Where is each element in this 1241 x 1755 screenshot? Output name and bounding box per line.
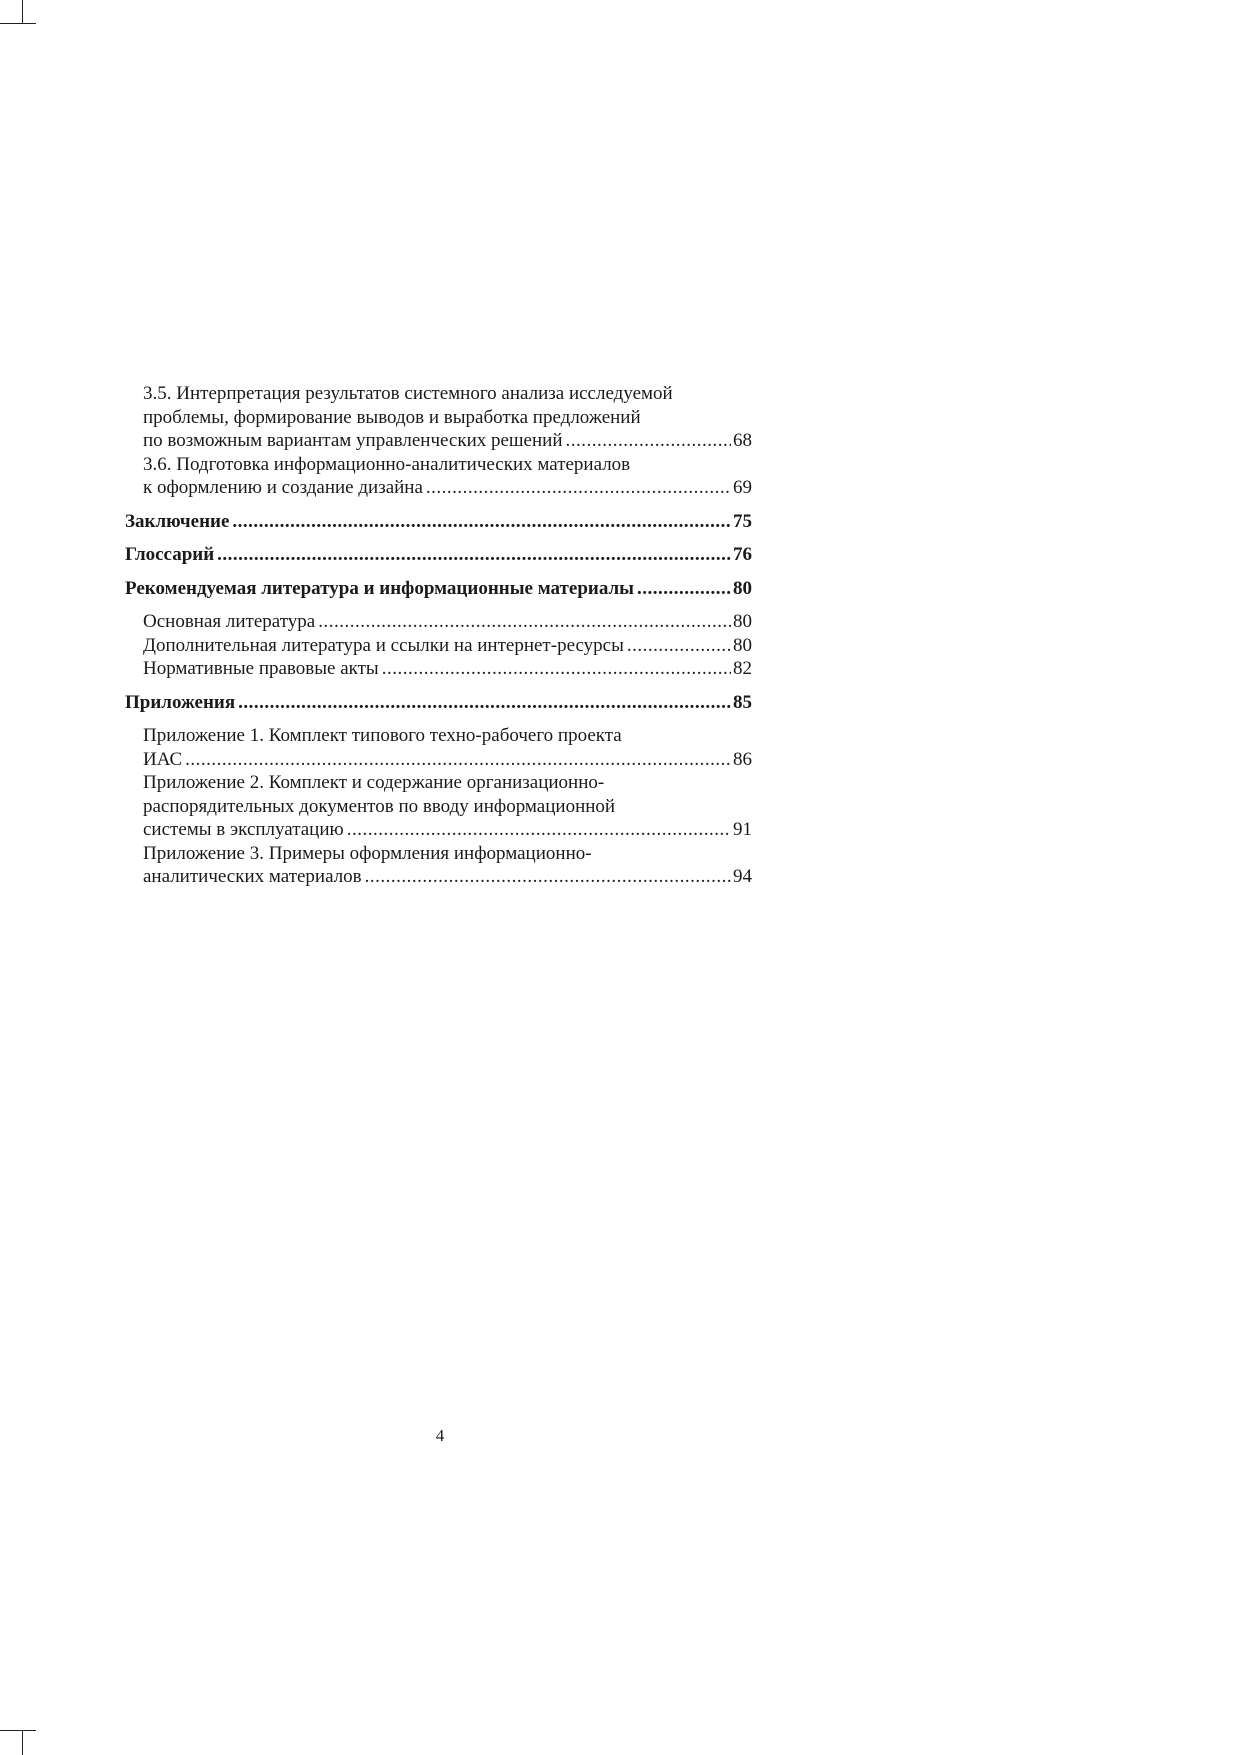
toc-page-number: 82 — [733, 658, 752, 679]
toc-entry-glossary: Глоссарий ..... 76 — [125, 543, 752, 567]
toc-page-number: 80 — [733, 611, 752, 632]
toc-page-number: 91 — [733, 819, 752, 840]
toc-entry-conclusion: Заключение ..... 75 — [125, 510, 752, 534]
dot-leader — [382, 657, 731, 681]
toc-page-number: 68 — [733, 430, 752, 451]
toc-entry-additional-literature: Дополнительная литература и ссылки на интернет-ресурсы ..... 80 — [125, 634, 752, 658]
toc-entry-main-literature: Основная литература ..... 80 — [125, 610, 752, 634]
toc-page-number: 94 — [733, 866, 752, 887]
toc-entry-appendix-2-line-3: системы в эксплуатацию ..... 91 — [125, 818, 752, 842]
dot-leader — [426, 476, 731, 500]
dot-leader — [365, 865, 731, 889]
dot-leader — [217, 543, 731, 567]
crop-mark — [0, 23, 36, 24]
dot-leader — [238, 691, 731, 715]
toc-entry-3-5-line-1: 3.5. Интерпретация результатов системного анализа исследуемой — [143, 383, 673, 404]
toc-page-number: 69 — [733, 477, 752, 498]
toc-entry-3-6-line-2: к оформлению и создание дизайна ..... 69 — [125, 476, 752, 500]
toc-entry-appendix-2-line-2: распорядительных документов по вводу информационной — [143, 795, 616, 817]
toc-entry-appendix-3-line-2: аналитических материалов ..... 94 — [125, 865, 752, 889]
toc-entry-3-5-line-2: проблемы, формирование выводов и выработка предложений — [143, 406, 641, 428]
toc-entry-appendix-3-line-1: Приложение 3. Примеры оформления информационно- — [143, 842, 592, 864]
toc-entry-legal-acts: Нормативные правовые акты ..... 82 — [125, 657, 752, 681]
toc-entry-appendices: Приложения ..... 85 — [125, 691, 752, 715]
toc-entry-appendix-2-line-1: Приложение 2. Комплект и содержание организационно- — [143, 772, 605, 793]
toc-entry-3-5-line-3: по возможным вариантам управленческих решений ..... 68 — [125, 429, 752, 453]
toc-entry-literature: Рекомендуемая литература и информационные материалы ..... 80 — [125, 577, 752, 601]
dot-leader — [185, 748, 731, 772]
dot-leader — [347, 818, 731, 842]
dot-leader — [232, 510, 731, 534]
toc-page-number: 80 — [733, 634, 752, 656]
dot-leader — [566, 429, 732, 453]
toc-entry-3-6-line-1: 3.6. Подготовка информационно-аналитических материалов — [143, 453, 631, 475]
toc-page-number: 76 — [733, 544, 752, 565]
dot-leader — [637, 577, 731, 601]
crop-mark — [0, 1730, 36, 1731]
toc-page-number: 85 — [733, 691, 752, 713]
page-number: 4 — [435, 1426, 445, 1445]
crop-mark — [22, 1730, 23, 1755]
dot-leader — [627, 634, 731, 658]
toc-entry-appendix-1-line-2: ИАС ..... 86 — [125, 748, 752, 772]
table-of-contents — [125, 382, 752, 889]
toc-page-number: 75 — [733, 510, 752, 532]
toc-page-number: 86 — [733, 748, 752, 770]
toc-page-number: 80 — [733, 577, 752, 599]
dot-leader — [318, 610, 731, 634]
toc-entry-appendix-1-line-1: Приложение 1. Комплект типового техно-рабочего проекта — [143, 725, 622, 746]
crop-mark — [22, 0, 23, 24]
